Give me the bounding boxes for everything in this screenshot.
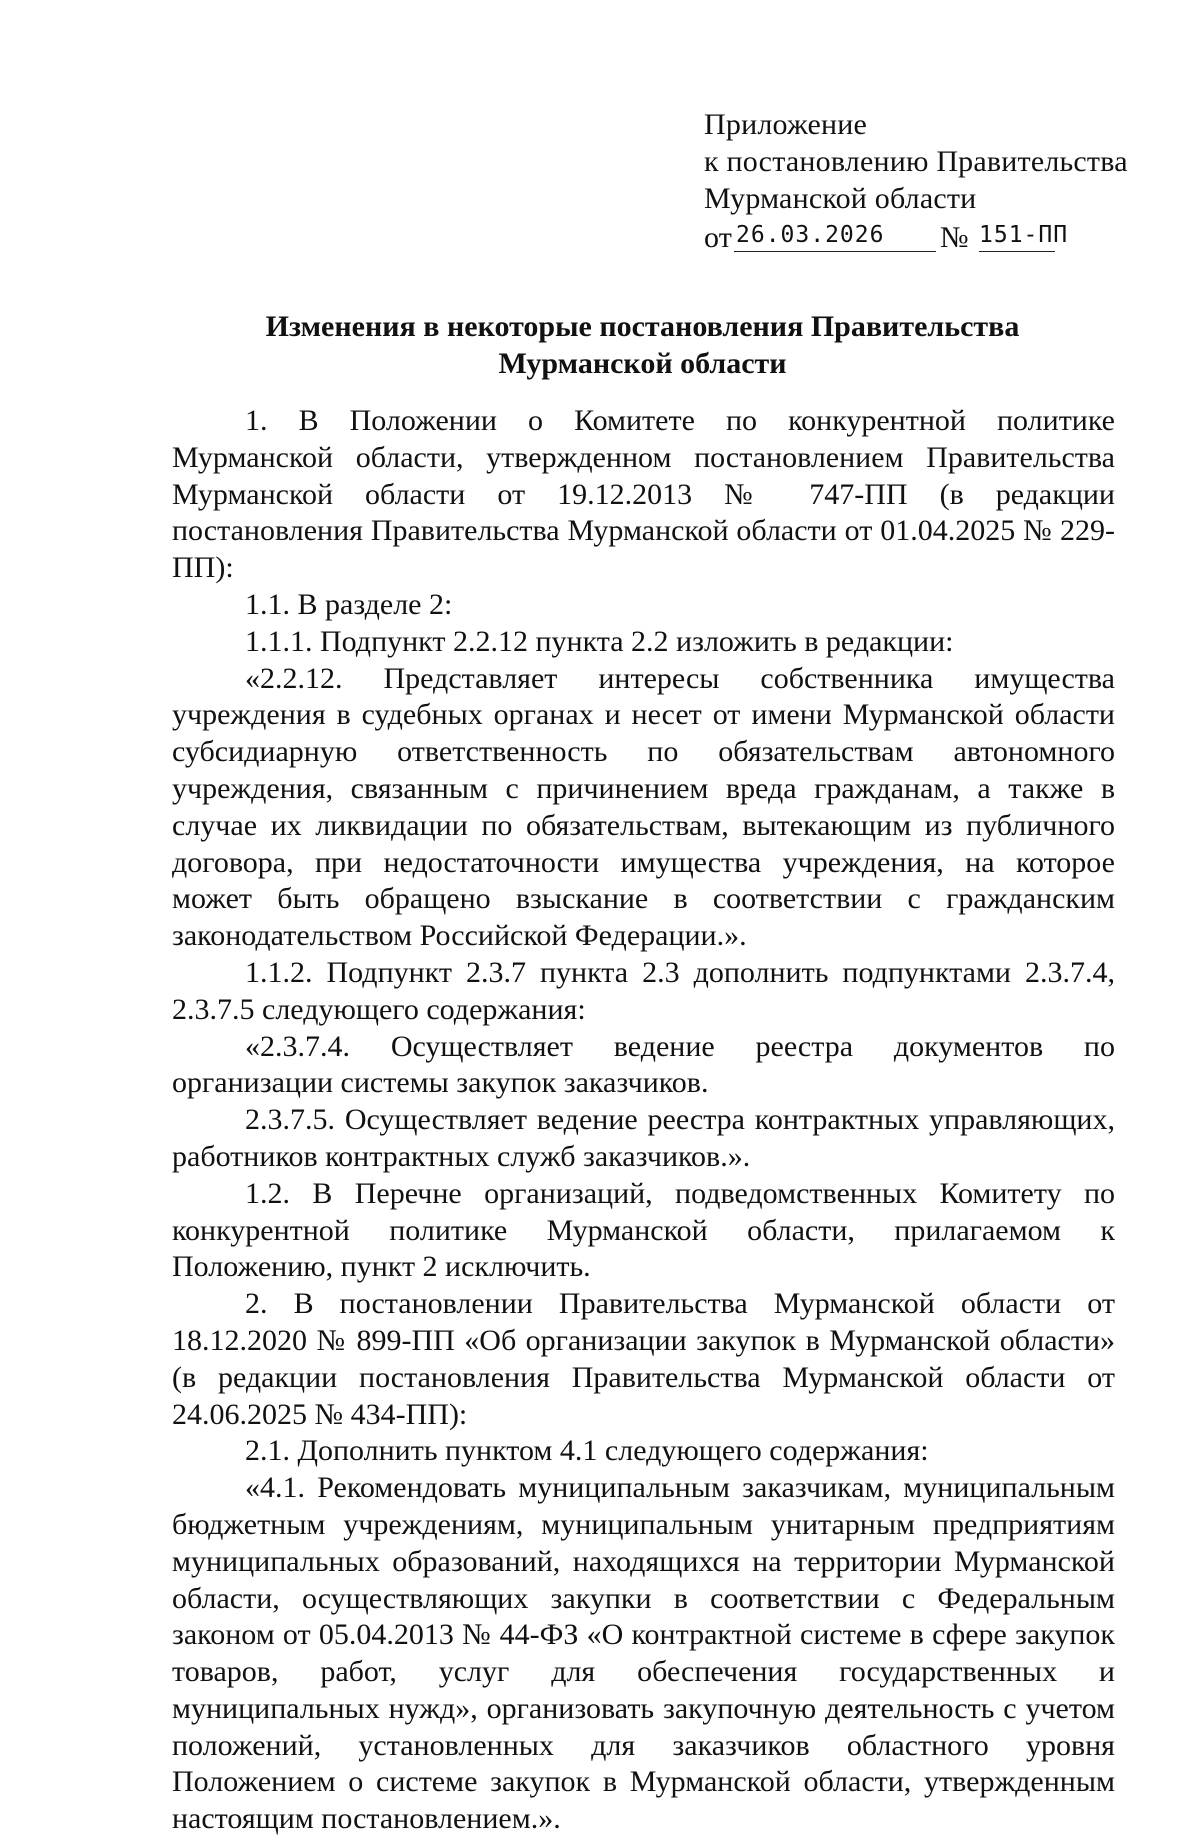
paragraph: «4.1. Рекомендовать муниципальным заказчикам, муниципальным бюджетным учреждениям, муниципальным унитарным предприятиям муниципальных образований, находящихся на территории Мурманской области, осуществляющих закупки в соответствии с Федеральным законом от 05.04.2013 № 44-ФЗ «О контрактной системе в сфере закупок товаров, работ, услуг для обеспечения государственных и муниципальных нужд», организовать закупочную деятельность с учетом положений, установленных для заказчиков областного уровня Положением о системе закупок в Мурманской области, утвержденным настоящим постановлением.». bbox=[172, 1471, 1115, 1836]
document-title bbox=[170, 308, 1115, 382]
paragraph: 1.1.1. Подпункт 2.2.12 пункта 2.2 изложить в редакции: bbox=[245, 624, 954, 658]
date-underline bbox=[734, 251, 936, 252]
paragraph: «2.2.12. Представляет интересы собственника имущества учреждения в судебных органах и несет от имени Мурманской области субсидиарную ответственность по обязательствам автономного учреждения, связанным с причинением вреда гражданам, а также в случае их ликвидации по обязательствам, вытекающим из публичного договора, при недостаточности имущества учреждения, на которое может быть обращено взыскание в соответствии с гражданским законодательством Российской Федерации.». bbox=[172, 661, 1115, 953]
appendix-to-resolution: к постановлению Правительства bbox=[704, 145, 1128, 178]
number-label: № bbox=[940, 221, 969, 254]
resolution-date-number bbox=[704, 217, 1128, 257]
paragraph: 2.3.7.5. Осуществляет ведение реестра контрактных управляющих, работников контрактных служб заказчиков.». bbox=[172, 1103, 1115, 1173]
from-label: от bbox=[704, 221, 733, 254]
paragraph: 1.1.2. Подпункт 2.3.7 пункта 2.3 дополнить подпунктами 2.3.7.4, 2.3.7.5 следующего содержания: bbox=[172, 955, 1115, 1026]
paragraph: 2. В постановлении Правительства Мурманской области от 18.12.2020 № 899-ПП «Об организации закупок в Мурманской области» (в редакции постановления Правительства Мурманской области от 24.06.2025 № 434-ПП): bbox=[172, 1287, 1115, 1431]
appendix-region: Мурманской области bbox=[704, 182, 977, 215]
appendix-header bbox=[704, 106, 1128, 257]
title-line-2: Мурманской области bbox=[498, 347, 787, 380]
paragraph: 2.1. Дополнить пунктом 4.1 следующего содержания: bbox=[245, 1434, 929, 1468]
paragraph: «2.3.7.4. Осуществляет ведение реестра документов по организации системы закупок заказчиков. bbox=[172, 1029, 1115, 1100]
title-line-1: Изменения в некоторые постановления Правительства bbox=[265, 310, 1020, 343]
paragraph: 1. В Положении о Комитете по конкурентной политике Мурманской области, утвержденном постановлением Правительства Мурманской области от 19.12.2013 № 747-ПП (в редакции постановления Правительства Мурманской области от 01.04.2025 № 229-ПП): bbox=[172, 404, 1115, 585]
paragraph: 1.2. В Перечне организаций, подведомственных Комитету по конкурентной политике Мурманской области, прилагаемом к Положению, пункт 2 исключить. bbox=[172, 1176, 1115, 1284]
number-underline bbox=[979, 251, 1055, 252]
resolution-date: 26.03.2026 bbox=[736, 222, 885, 248]
document-body bbox=[172, 403, 1115, 1838]
appendix-label: Приложение bbox=[704, 108, 868, 141]
paragraph: 1.1. В разделе 2: bbox=[245, 587, 453, 621]
resolution-number: 151-ПП bbox=[979, 222, 1069, 248]
